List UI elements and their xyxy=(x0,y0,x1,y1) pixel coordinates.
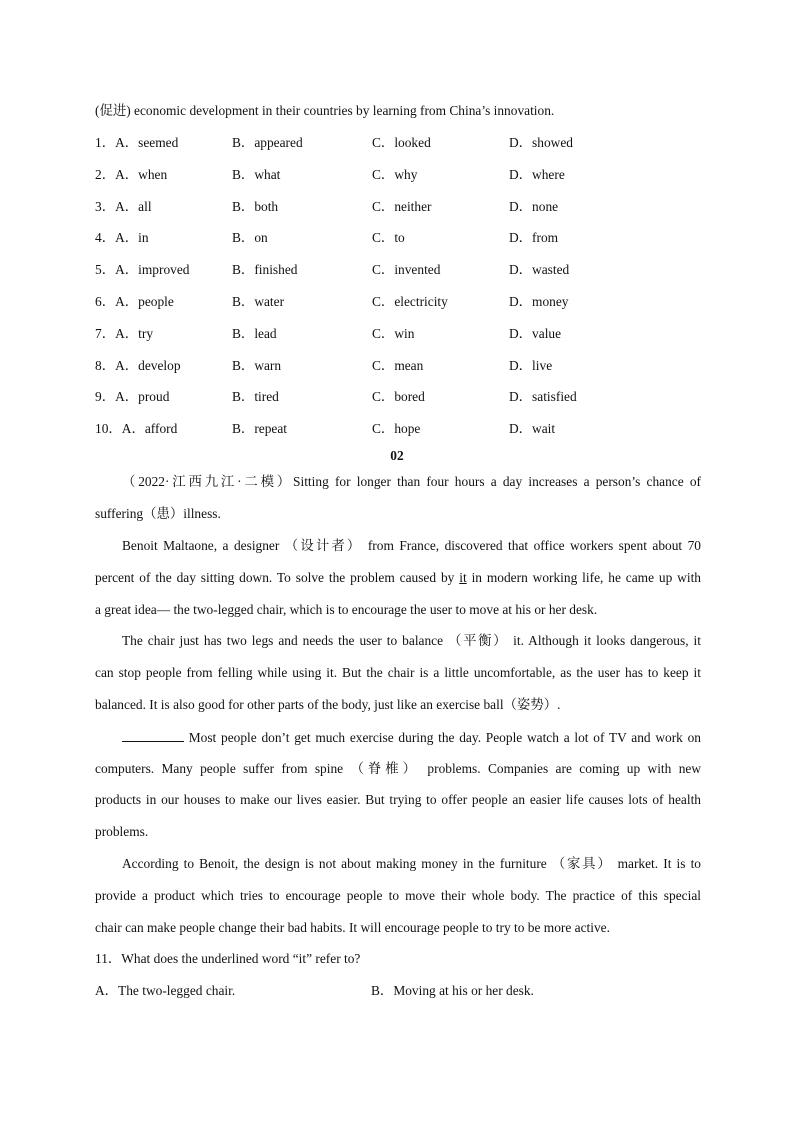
choice-option-a[interactable] xyxy=(95,228,149,248)
option-text: B．tired xyxy=(232,389,279,405)
choice-option-a[interactable] xyxy=(95,260,189,280)
paragraph-3-line-2: computers. Many people suffer from spine （脊椎） problems. Companies are coming up with new xyxy=(95,761,701,776)
choice-option-d[interactable] xyxy=(509,292,569,312)
question-11-option-a[interactable]: A．The two-legged chair. xyxy=(95,983,236,998)
question-11-option-b[interactable]: B．Moving at his or her desk. xyxy=(371,983,534,998)
choice-question-row xyxy=(95,324,701,344)
choice-option-c[interactable] xyxy=(372,292,448,312)
option-text: C．invented xyxy=(372,262,441,278)
underlined-word-it: it xyxy=(459,570,467,585)
paragraph-2-line-3: balanced. It is also good for other parts of the body, just like an exercise ball（姿势）. xyxy=(95,697,561,712)
choice-option-d[interactable] xyxy=(509,356,552,376)
choice-option-c[interactable] xyxy=(372,419,420,439)
option-text: C．neither xyxy=(372,198,432,214)
option-text: B．both xyxy=(232,198,279,214)
choice-question-row xyxy=(95,387,701,407)
option-text: D．from xyxy=(509,230,559,246)
choice-option-a[interactable] xyxy=(95,292,174,312)
choice-option-b[interactable] xyxy=(232,356,281,376)
option-text: B．finished xyxy=(232,262,298,278)
choice-option-c[interactable] xyxy=(372,197,432,217)
choice-option-a[interactable] xyxy=(95,133,178,153)
choice-option-a[interactable] xyxy=(95,197,152,217)
choice-option-b[interactable] xyxy=(232,228,268,248)
choice-question-row xyxy=(95,197,701,217)
question-number: 5． xyxy=(95,262,116,278)
paragraph-2-line-1: The chair just has two legs and needs the user to balance （平衡） it. Although it looks dangerous, it xyxy=(122,633,701,648)
option-text: D．money xyxy=(509,294,569,309)
question-number: 6． xyxy=(95,294,116,309)
choice-question-row xyxy=(95,419,701,439)
choice-option-d[interactable] xyxy=(509,260,569,280)
choice-option-b[interactable] xyxy=(232,419,287,439)
option-text: A．people xyxy=(115,294,174,309)
question-11-options xyxy=(95,981,701,1001)
option-text: A．improved xyxy=(115,262,190,278)
option-text: B．repeat xyxy=(232,421,288,437)
option-text: C．hope xyxy=(372,421,421,437)
choice-option-c[interactable] xyxy=(372,356,423,376)
paragraph-1-line-3: a great idea— the two-legged chair, which is to encourage the user to move at his or her desk. xyxy=(95,602,598,617)
choice-option-c[interactable] xyxy=(372,165,417,185)
option-text: D．where xyxy=(509,166,565,182)
choice-option-b[interactable] xyxy=(232,292,284,312)
option-text: C．mean xyxy=(372,357,424,373)
paragraph-3-line-3: products in our houses to make our lives easier. But trying to offer people an easier life causes lots of health xyxy=(95,792,701,807)
choice-option-c[interactable] xyxy=(372,387,425,407)
option-text: C．electricity xyxy=(372,294,448,309)
choice-option-a[interactable] xyxy=(95,356,181,376)
section-number: 02 xyxy=(390,448,404,463)
option-text: B．water xyxy=(232,294,285,309)
question-number: 7． xyxy=(95,325,116,341)
choice-option-d[interactable] xyxy=(509,324,561,344)
paragraph-4-line-1: According to Benoit, the design is not about making money in the furniture （家具） market. It is to xyxy=(122,856,701,871)
option-text: D．showed xyxy=(509,135,573,150)
option-text: D．wasted xyxy=(509,262,570,278)
option-text: D．none xyxy=(509,198,559,214)
choice-question-row xyxy=(95,292,701,312)
option-text: A．develop xyxy=(115,357,181,373)
question-number: 9． xyxy=(95,389,116,405)
option-text: A．when xyxy=(115,166,168,182)
question-number: 10． xyxy=(95,421,122,437)
option-text: D．value xyxy=(509,325,562,341)
choice-option-c[interactable] xyxy=(372,324,414,344)
passage-source-line-2: suffering（患）illness. xyxy=(95,506,221,521)
choice-option-d[interactable] xyxy=(509,228,558,248)
choice-option-c[interactable] xyxy=(372,133,431,153)
option-text: A．try xyxy=(115,325,154,341)
choice-question-row xyxy=(95,165,701,185)
choice-option-c[interactable] xyxy=(372,228,405,248)
paragraph-2-line-2: can stop people from felling while using it. But the chair is a little uncomfortable, as the user has to keep it xyxy=(95,665,701,680)
option-text: B．what xyxy=(232,166,281,182)
choice-question-row xyxy=(95,133,701,153)
paragraph-1-line-2 xyxy=(95,568,701,588)
choice-option-d[interactable] xyxy=(509,419,555,439)
choice-option-d[interactable] xyxy=(509,387,577,407)
choice-question-row xyxy=(95,228,701,248)
choice-option-d[interactable] xyxy=(509,133,573,153)
paragraph-3-line-4: problems. xyxy=(95,824,149,839)
question-number: 4． xyxy=(95,230,116,246)
option-text: C．why xyxy=(372,166,418,182)
option-text: C．looked xyxy=(372,135,431,150)
passage-source-line-1: （2022·江西九江·二模）Sitting for longer than four hours a day increases a person’s chance of xyxy=(122,474,701,489)
paragraph-4-line-3: chair can make people change their bad habits. It will encourage people to try to be more active. xyxy=(95,920,610,935)
option-text: B．appeared xyxy=(232,135,303,150)
option-text: A．all xyxy=(115,198,152,214)
option-text: D．satisfied xyxy=(509,389,577,405)
answer-blank[interactable] xyxy=(122,727,184,742)
question-11-stem: 11．What does the underlined word “it” refer to? xyxy=(95,951,361,966)
question-number: 1． xyxy=(95,135,116,150)
option-text: A．proud xyxy=(115,389,170,405)
paragraph-1-line-2-pre: percent of the day sitting down. To solve the problem caused by xyxy=(95,570,460,585)
choice-option-b[interactable] xyxy=(232,324,277,344)
choice-option-b[interactable] xyxy=(232,387,279,407)
paragraph-1-line-1: Benoit Maltaone, a designer （设计者） from France, discovered that office workers spent about 70 xyxy=(122,538,701,553)
intro-tail-text: (促进) economic development in their countries by learning from China’s innovation. xyxy=(95,103,555,118)
choice-option-c[interactable] xyxy=(372,260,440,280)
choice-option-b[interactable] xyxy=(232,260,297,280)
choice-option-d[interactable] xyxy=(509,197,558,217)
choice-option-a[interactable] xyxy=(95,324,153,344)
option-text: B．warn xyxy=(232,357,282,373)
option-text: C．to xyxy=(372,230,405,246)
question-number: 2． xyxy=(95,166,116,182)
choice-option-a[interactable] xyxy=(95,419,177,439)
choice-option-a[interactable] xyxy=(95,387,169,407)
option-text: A．seemed xyxy=(115,135,179,150)
choice-question-row xyxy=(95,356,701,376)
question-number: 3． xyxy=(95,198,116,214)
paragraph-4-line-2: provide a product which tries to encourage people to move their whole body. The practice of this special xyxy=(95,888,701,903)
question-number: 8． xyxy=(95,357,116,373)
choice-question-row xyxy=(95,260,701,280)
option-text: A．in xyxy=(115,230,149,246)
choice-option-a[interactable] xyxy=(95,165,167,185)
choice-option-b[interactable] xyxy=(232,165,280,185)
option-text: D．live xyxy=(509,357,553,373)
option-text: B．lead xyxy=(232,325,277,341)
option-text: B．on xyxy=(232,230,268,246)
option-text: A．afford xyxy=(121,421,178,437)
choice-option-b[interactable] xyxy=(232,133,303,153)
choice-option-b[interactable] xyxy=(232,197,278,217)
choice-option-d[interactable] xyxy=(509,165,565,185)
paragraph-3-line-1-text: Most people don’t get much exercise during the day. People watch a lot of TV and work on xyxy=(184,730,701,745)
option-text: C．bored xyxy=(372,389,425,405)
paragraph-3-line-1 xyxy=(122,727,701,748)
option-text: C．win xyxy=(372,325,415,341)
paragraph-1-line-2-post: in modern working life, he came up with xyxy=(466,570,701,585)
option-text: D．wait xyxy=(509,421,556,437)
